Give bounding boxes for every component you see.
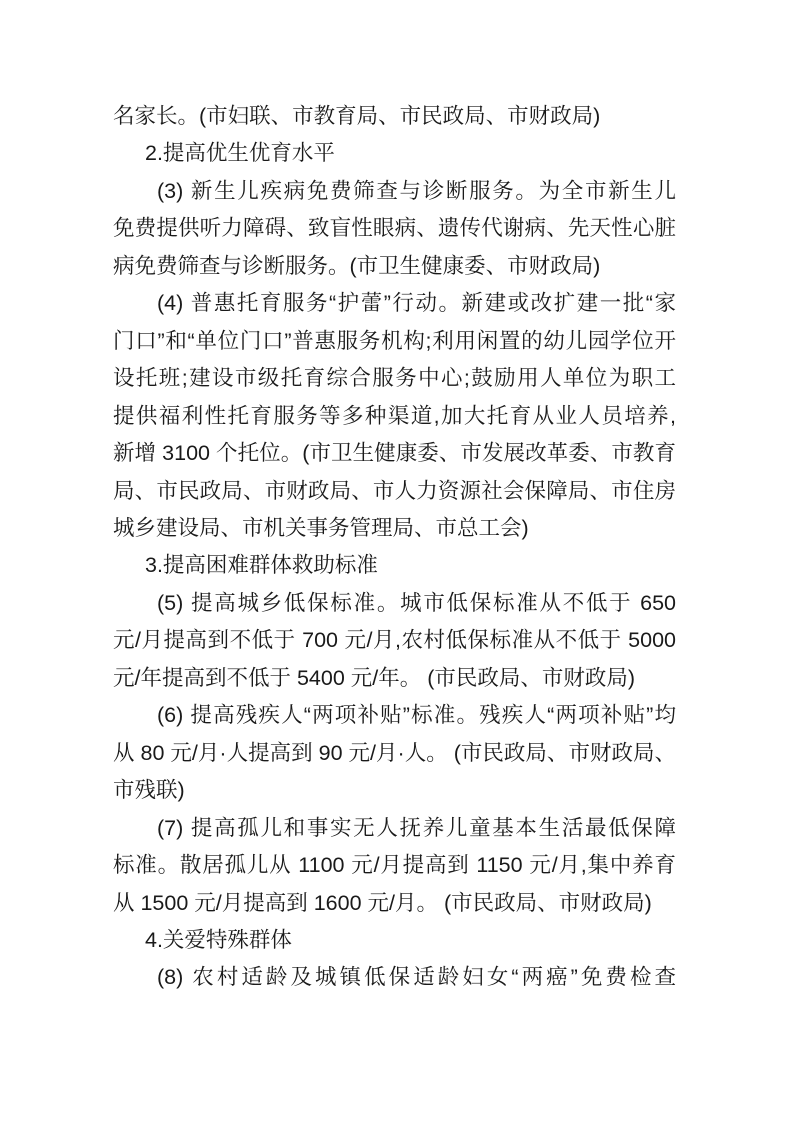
text-line: (7) 提高孤儿和事实无人抚养儿童基本生活最低保障 bbox=[157, 815, 676, 840]
text-line: 元/月提高到不低于 700 元/月,农村低保标准从不低于 5000 bbox=[113, 628, 676, 653]
text-line: 从 1500 元/月提高到 1600 元/月。 (市民政局、市财政局) bbox=[113, 890, 652, 915]
text-line: 从 80 元/月·人提高到 90 元/月·人。 (市民政局、市财政局、 bbox=[113, 740, 676, 765]
text-line: (3) 新生儿疾病免费筛查与诊断服务。为全市新生儿 bbox=[157, 178, 676, 203]
text-line: (4) 普惠托育服务“护蕾”行动。新建或改扩建一批“家 bbox=[157, 291, 676, 316]
text-line: (8) 农村适龄及城镇低保适龄妇女“两癌”免费检查 bbox=[157, 965, 676, 990]
text-line: (6) 提高残疾人“两项补贴”标准。残疾人“两项补贴”均 bbox=[157, 703, 676, 728]
text-line: 标准。散居孤儿从 1100 元/月提高到 1150 元/月,集中养育 bbox=[113, 853, 676, 878]
text-line: 名家长。(市妇联、市教育局、市民政局、市财政局) bbox=[113, 104, 601, 128]
text-line: (5) 提高城乡低保标准。城市低保标准从不低于 650 bbox=[157, 590, 676, 615]
text-line: 3.提高困难群体救助标准 bbox=[145, 553, 378, 578]
text-line: 城乡建设局、市机关事务管理局、市总工会) bbox=[113, 515, 529, 540]
text-line: 门口”和“单位门口”普惠服务机构;利用闲置的幼儿园学位开 bbox=[113, 328, 676, 353]
text-line: 局、市民政局、市财政局、市人力资源社会保障局、市住房 bbox=[113, 478, 676, 503]
text-line: 4.关爱特殊群体 bbox=[145, 927, 292, 952]
document-body bbox=[113, 98, 676, 997]
text-line: 病免费筛查与诊断服务。(市卫生健康委、市财政局) bbox=[113, 253, 601, 278]
text-line: 元/年提高到不低于 5400 元/年。 (市民政局、市财政局) bbox=[113, 665, 636, 690]
text-line: 新增 3100 个托位。(市卫生健康委、市发展改革委、市教育 bbox=[113, 441, 676, 466]
text-line: 免费提供听力障碍、致盲性眼病、遗传代谢病、先天性心脏 bbox=[113, 216, 676, 241]
text-line: 设托班;建设市级托育综合服务中心;鼓励用人单位为职工 bbox=[113, 366, 676, 391]
text-line: 提供福利性托育服务等多种渠道,加大托育从业人员培养, bbox=[113, 403, 676, 428]
text-line: 市残联) bbox=[113, 778, 185, 803]
text-line: 2.提高优生优育水平 bbox=[145, 141, 335, 166]
